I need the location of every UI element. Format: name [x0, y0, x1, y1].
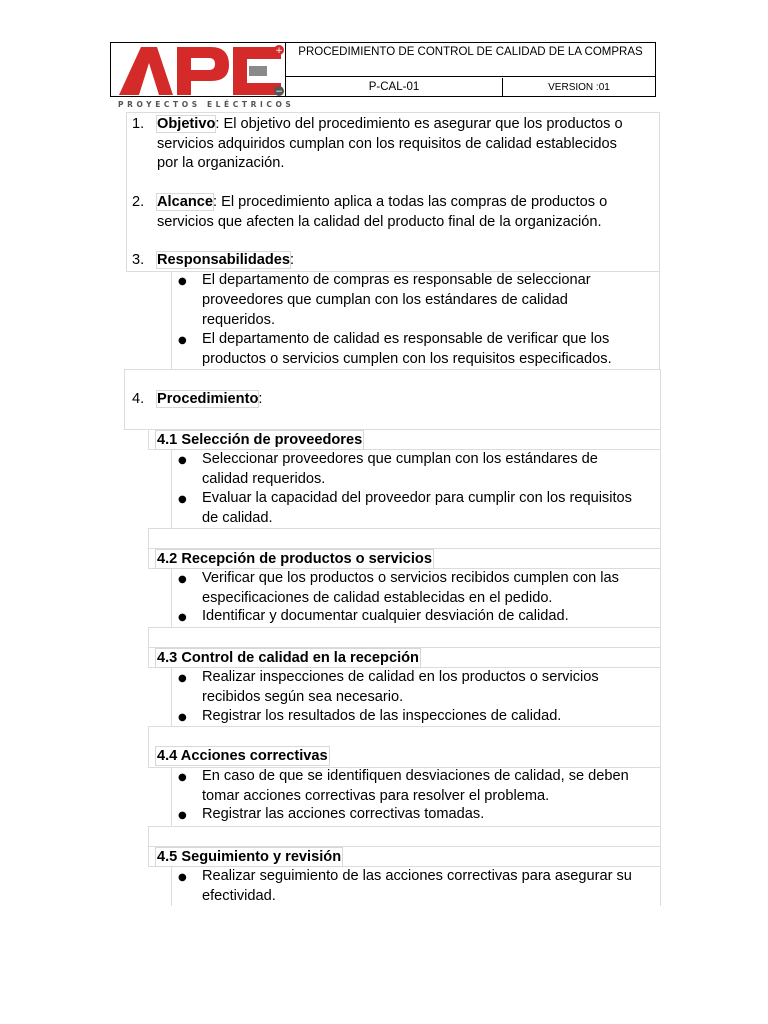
list-item: efectividad. — [202, 887, 276, 904]
list-item: Realizar inspecciones de calidad en los productos o servicios — [202, 669, 599, 685]
bullet-icon: ● — [178, 810, 187, 821]
list-item: Registrar las acciones correctivas tomadas. — [202, 806, 485, 822]
list-item: En caso de que se identifiquen desviaciones de calidad, se deben — [202, 768, 629, 784]
bullet-icon: ● — [178, 574, 187, 585]
section-heading: Objetivo — [157, 116, 216, 132]
section-number: 4. — [132, 391, 145, 407]
list-item: Verificar que los productos o servicios recibidos cumplen con las — [202, 570, 619, 586]
bullet-icon: ● — [178, 455, 187, 466]
section-heading: Procedimiento — [157, 391, 259, 407]
list-item: Evaluar la capacidad del proveedor para cumplir con los requisitos — [202, 490, 632, 506]
section-responsabilidades: Responsabilidades: — [157, 252, 295, 268]
section-number: 3. — [132, 252, 145, 268]
section-procedimiento: Procedimiento: — [157, 391, 263, 407]
section-text: por la organización. — [157, 155, 285, 171]
list-item: especificaciones de calidad establecidas en el pedido. — [202, 589, 553, 606]
bullet-icon: ● — [178, 673, 187, 684]
section-objetivo — [157, 115, 623, 135]
bullet-icon: ● — [178, 335, 187, 346]
bullet-icon: ● — [178, 494, 187, 505]
list-item: requeridos. — [202, 311, 276, 328]
subsection-heading: 4.5 Seguimiento y revisión — [157, 849, 342, 865]
document-code: P-CAL-01 — [286, 78, 503, 96]
section-heading: Alcance — [157, 194, 213, 210]
bullet-icon: ● — [178, 612, 187, 623]
section-alcance — [157, 193, 607, 213]
field-box — [148, 627, 661, 648]
subsection-heading: 4.1 Selección de proveedores — [157, 432, 363, 448]
subsection-heading: 4.2 Recepción de productos o servicios — [157, 551, 432, 567]
section-text: servicios adquiridos cumplan con los requisitos de calidad establecidos — [157, 135, 617, 152]
subsection-heading: 4.4 Acciones correctivas — [157, 748, 328, 764]
field-box — [148, 528, 661, 549]
list-item: proveedores que cumplan con los estándares de calidad — [202, 292, 568, 308]
logo-subtitle: PROYECTOS ELÉCTRICOS — [118, 100, 295, 109]
logo-graphic — [111, 43, 286, 96]
svg-text:−: − — [275, 87, 283, 96]
list-item: Seleccionar proveedores que cumplan con los estándares de — [202, 451, 598, 467]
list-item: calidad requeridos. — [202, 470, 326, 487]
section-text: : El procedimiento aplica a todas las compras de productos o — [212, 194, 608, 210]
bullet-icon: ● — [178, 872, 187, 883]
list-item: recibidos según sea necesario. — [202, 688, 404, 705]
section-text: servicios que afecten la calidad del producto final de la organización. — [157, 213, 602, 230]
subsection-heading: 4.3 Control de calidad en la recepción — [157, 650, 419, 666]
section-number: 1. — [132, 116, 145, 132]
section-heading: Responsabilidades — [157, 252, 291, 268]
document-header — [110, 42, 656, 97]
list-item: tomar acciones correctivas para resolver el problema. — [202, 787, 550, 804]
svg-text:+: + — [275, 46, 283, 56]
bullet-icon: ● — [178, 276, 187, 287]
list-item: Registrar los resultados de las inspecciones de calidad. — [202, 708, 562, 724]
list-item: Realizar seguimiento de las acciones correctivas para asegurar su — [202, 868, 632, 884]
bullet-icon: ● — [178, 712, 187, 723]
section-text: : El objetivo del procedimiento es asegurar que los productos o — [215, 116, 623, 132]
company-logo — [111, 43, 286, 96]
section-number: 2. — [132, 194, 145, 210]
document-title: PROCEDIMIENTO DE CONTROL DE CALIDAD DE LA COMPRAS — [286, 43, 655, 77]
field-box — [148, 826, 661, 847]
list-item: productos o servicios cumplen con los requisitos especificados. — [202, 350, 612, 367]
list-item: El departamento de calidad es responsable de verificar que los — [202, 331, 610, 347]
list-item: de calidad. — [202, 509, 273, 526]
document-version: VERSION :01 — [548, 82, 610, 93]
list-item: El departamento de compras es responsable de seleccionar — [202, 272, 591, 288]
bullet-icon: ● — [178, 772, 187, 783]
list-item: Identificar y documentar cualquier desviación de calidad. — [202, 608, 569, 624]
